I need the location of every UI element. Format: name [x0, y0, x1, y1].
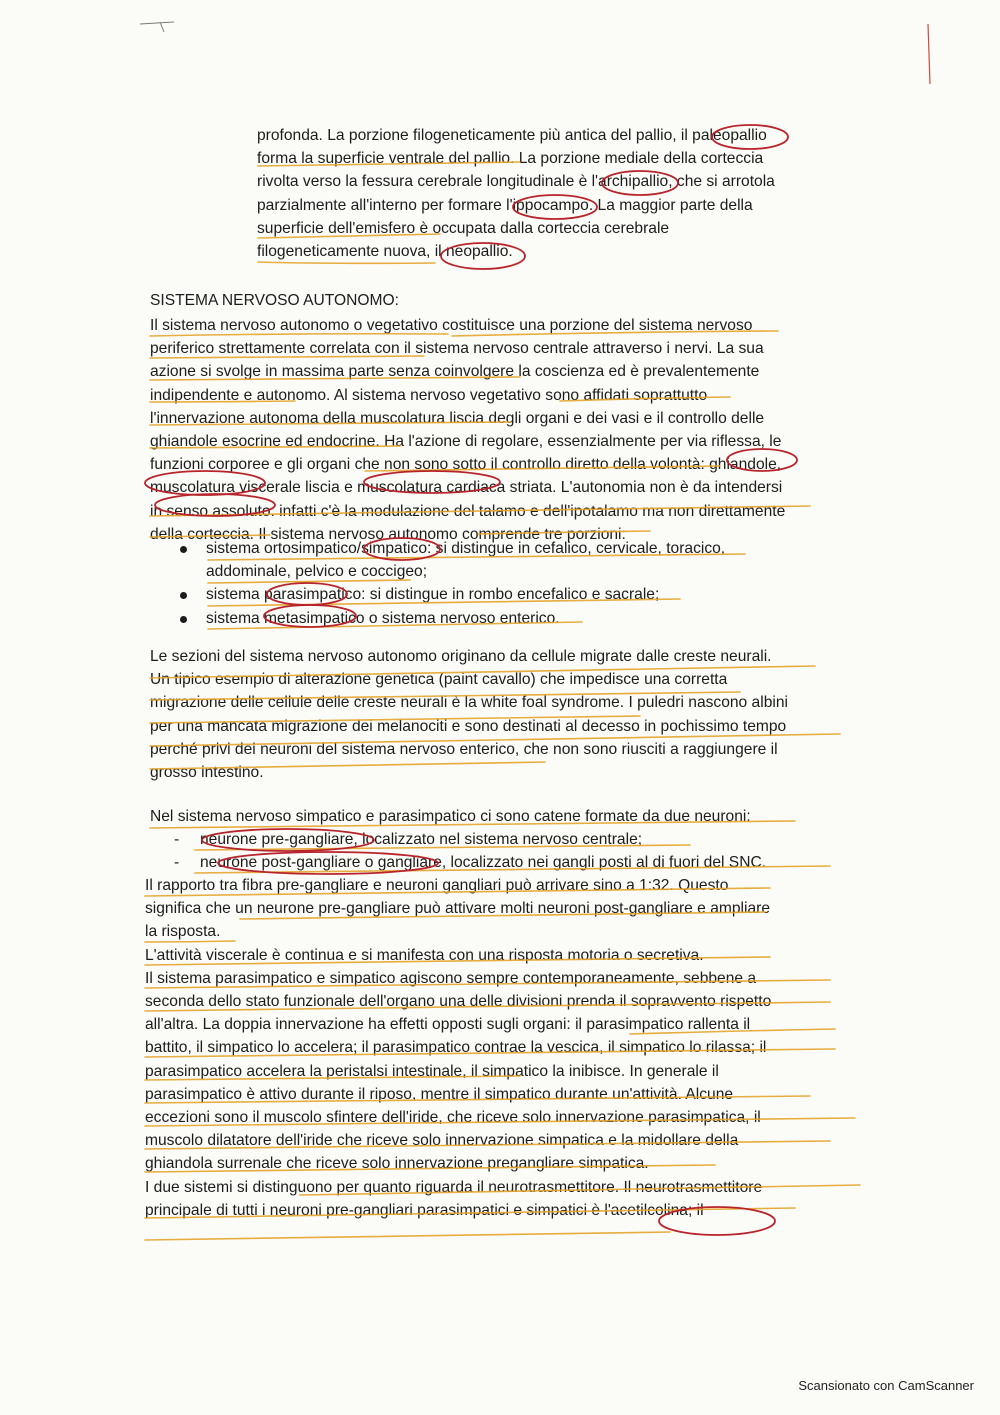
text-line: rivolta verso la fessura cerebrale longitudinale è l'archipallio, che si arrotola [257, 173, 775, 191]
text-line: della corteccia. Il sistema nervoso autonomo comprende tre porzioni: [150, 525, 626, 543]
text-line: funzioni corporee e gli organi che non sono sotto il controllo diretto della volontà: ghiandole, [150, 456, 782, 474]
text-line: ghiandole esocrine ed endocrine. Ha l'azione di regolare, essenzialmente per via riflessa, le [150, 433, 782, 451]
text-line: Il rapporto tra fibra pre-gangliare e neuroni gangliari può arrivare sino a 1:32. Questo [145, 877, 729, 894]
text-line: L'attività viscerale è continua e si manifesta con una risposta motoria o secretiva. [145, 946, 704, 964]
list-item-text: sistema ortosimpatico/simpatico: si distingue in cefalico, cervicale, toracico, [206, 540, 726, 557]
text-line: Il sistema parasimpatico e simpatico agiscono sempre contemporaneamente, sebbene a [145, 969, 757, 987]
neuron-bullet-list [172, 828, 766, 874]
text-line: periferico strettamente correlata con il sistema nervoso centrale attraverso i nervi. La sua [150, 340, 764, 358]
text-line: muscolatura viscerale liscia e muscolatura cardiaca striata. L'autonomia non è da intendersi [150, 479, 783, 497]
list-item-text: sistema metasimpatico o sistema nervoso enterico. [206, 609, 560, 627]
text-line: profonda. La porzione filogeneticamente più antica del pallio, il paleopallio [257, 127, 767, 144]
text-line: principale di tutti i neuroni pre-gangliari parasimpatici e simpatici è l'acetilcolina; il [145, 1201, 704, 1219]
list-item [178, 607, 725, 630]
scanner-watermark: Scansionato con CamScanner [798, 1378, 974, 1393]
text-line: eccezioni sono il muscolo sfintere dell'iride, che riceve solo innervazione parasimpatica, il [145, 1109, 761, 1127]
neuron-intro-paragraph [150, 805, 751, 828]
text-line: parzialmente all'interno per formare l'ippocampo. La maggior parte della [257, 196, 753, 214]
text-line: l'innervazione autonoma della muscolatura liscia degli organi e dei vasi e il controllo delle [150, 409, 765, 427]
text-line: superficie dell'emisfero è occupata dalla corteccia cerebrale [257, 219, 670, 237]
text-line: ghiandola surrenale che riceve solo innervazione pregangliare simpatica. [145, 1155, 649, 1173]
list-item [178, 537, 725, 583]
list-item-text: neurone pre-gangliare, localizzato nel sistema nervoso centrale; [200, 831, 643, 848]
text-line: perché privi dei neuroni del sistema nervoso enterico, che non sono riusciti a raggiungere il [150, 740, 778, 758]
text-line: in senso assoluto: infatti c'è la modulazione del talamo e dell'ipotalamo ma non direttamente [150, 502, 786, 520]
text-line: Le sezioni del sistema nervoso autonomo originano da cellule migrate dalle creste neurali. [150, 648, 772, 665]
edge-scan-mark [928, 24, 930, 84]
list-item [172, 851, 766, 874]
rapporto-paragraph [145, 874, 771, 1222]
text-line: significa che un neurone pre-gangliare può attivare molti neuroni post-gangliare e ampliare [145, 900, 770, 918]
section-heading: SISTEMA NERVOSO AUTONOMO: [150, 292, 399, 309]
text-line: forma la superficie ventrale del pallio. La porzione mediale della corteccia [257, 150, 764, 168]
text-line: la risposta. [145, 923, 221, 941]
text-line: per una mancata migrazione dei melanociti e sono destinati al decesso in pochissimo tempo [150, 717, 787, 735]
text-line: filogeneticamente nuova, il neopallio. [257, 243, 513, 261]
text-line: Il sistema nervoso autonomo o vegetativo costituisce una porzione del sistema nervoso [150, 317, 753, 334]
list-item [172, 828, 766, 851]
list-item [178, 583, 725, 606]
underline [145, 1232, 670, 1240]
intro-paragraph [257, 124, 775, 263]
text-line: I due sistemi si distinguono per quanto riguarda il neurotrasmettitore. Il neurotrasmettitore [145, 1178, 763, 1196]
text-line: all'altra. La doppia innervazione ha effetti opposti sugli organi: il parasimpatico rallenta il [145, 1016, 751, 1034]
list-item-text: neurone post-gangliare o gangliare, localizzato nei gangli posti al di fuori del SNC. [200, 854, 767, 872]
sna-bullet-list [178, 537, 725, 630]
text-line: parasimpatico è attivo durante il riposo, mentre il simpatico durante un'attività. Alcune [145, 1085, 734, 1103]
corner-scan-mark [140, 22, 174, 32]
text-line: muscolo dilatatore dell'iride che riceve solo innervazione simpatica e la midollare della [145, 1132, 739, 1150]
list-item-text: sistema parasimpatico: si distingue in rombo encefalico e sacrale; [206, 586, 660, 604]
origin-paragraph [150, 645, 788, 784]
text-line: azione si svolge in massima parte senza coinvolgere la coscienza ed è prevalentemente [150, 363, 760, 381]
text-line: indipendente e autonomo. Al sistema nervoso vegetativo sono affidati soprattutto [150, 386, 708, 404]
text-line: seconda dello stato funzionale dell'organo una delle divisioni prenda il sopravvento rispetto [145, 993, 772, 1011]
list-item-continuation: addominale, pelvico e coccigeo; [206, 563, 428, 581]
text-line: battito, il simpatico lo accelera; il parasimpatico contrae la vescica, il simpatico lo rilassa; il [145, 1039, 767, 1057]
text-line: parasimpatico accelera la peristalsi intestinale, il simpatico la inibisce. In generale il [145, 1062, 719, 1080]
text-line: migrazione delle cellule delle creste neurali è la white foal syndrome. I puledri nascono albini [150, 694, 788, 712]
text-line: grosso intestino. [150, 764, 264, 782]
text-line: Nel sistema nervoso simpatico e parasimpatico ci sono catene formate da due neuroni: [150, 808, 751, 825]
text-line: Un tipico esempio di alterazione genetica (paint cavallo) che impedisce una corretta [150, 671, 728, 689]
sna-paragraph [150, 314, 785, 546]
